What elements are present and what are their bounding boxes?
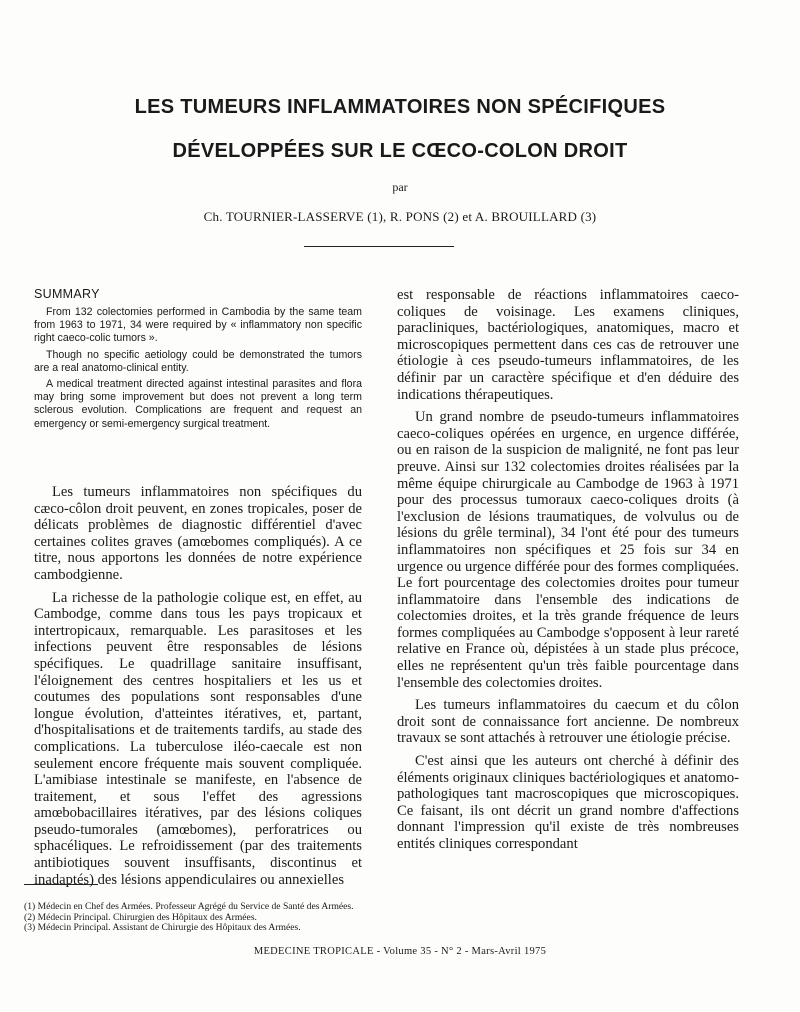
summary-block: [34, 306, 362, 434]
body-paragraph: Les tumeurs inflammatoires non spécifiques du cæco-côlon droit peuvent, en zones tropicales, poser de délicats problèmes de diagnostic différentiel d'avec certaines colites graves (amœbomes compliqués). A ce titre, nous apportons les données de notre expérience cambodgienne.: [34, 484, 362, 583]
body-paragraph: Un grand nombre de pseudo-tumeurs inflammatoires caeco-coliques opérées en urgence, en urgence différée, ou en raison de la suspicion de malignité, ne font pas leur preuve. Ainsi sur 132 colectomies droites réalisées par la même équipe chirurgicale au Cambodge de 1963 à 1971 pour des processus tumoraux caeco-coliques droits (à l'exclusion de lésions traumatiques, de volvulus ou de lésions du grêle terminal), 34 l'ont été pour des tumeurs inflammatoires non spécifiques et 25 fois sur 34 en urgence ou urgence différée pour des formes compliquées. Le fort pourcentage des colectomies droites pour tumeur inflammatoire dans l'ensemble des indications de colectomies droites, et la très grande fréquence de leurs formes compliquées au Cambodge s'opposent à leur rareté relative en France où, dépistées à un stade plus précoce, elles ne représentent qu'un très faible pourcentage dans l'ensemble des colectomies droites.: [397, 409, 739, 691]
title-line-2: DÉVELOPPÉES SUR LE CŒCO-COLON DROIT: [172, 140, 628, 162]
body-paragraph-continued: est responsable de réactions inflammatoires caeco-coliques de voisinage. Les examens cliniques, paracliniques, bactériologiques, anatomiques, macro et microscopiques permettent dans ces cas de retrouver une étiologie à ces pseudo-tumeurs inflammatoires, de les définir par un caractère spécifique et d'en déduire des indications thérapeutiques.: [397, 287, 739, 403]
summary-heading: SUMMARY: [34, 287, 100, 301]
footnotes: [24, 902, 624, 934]
byline-label: par: [392, 180, 408, 194]
left-column: [34, 484, 362, 894]
body-paragraph: La richesse de la pathologie colique est, en effet, au Cambodge, comme dans tous les pays tropicaux et intertropicaux, remarquable. Les parasitoses et les infections peuvent être responsables de lésions spécifiques. Le quadrillage sanitaire insuffisant, l'éloignement des centres hospitaliers et les us et coutumes des populations sont responsables d'une longue évolution, d'atteintes itératives, et, partant, d'hospitalisations et de traitements tardifs, au stade des complications. La tuberculose iléo-caecale est non seulement encore fréquente mais souvent compliquée. L'amibiase intestinale se manifeste, en l'absence de traitement, et sous l'effet des agressions amœbobacillaires itératives, par des lésions coliques pseudo-tumorales (amœbomes), perforatrices ou sphacéliques. Le refroidissement (par des traitements antibiotiques souvent insuffisants, discontinus et inadaptés) des lésions appendiculaires ou annexielles: [34, 589, 362, 888]
author-list: Ch. TOURNIER-LASSERVE (1), R. PONS (2) et A. BROUILLARD (3): [203, 209, 597, 224]
summary-paragraph: From 132 colectomies performed in Cambodia by the same team from 1963 to 1971, 34 were required by « inflammatory non specific right caeco-colic tumors ».: [34, 306, 362, 345]
right-column: [397, 287, 739, 859]
footnote: (2) Médecin Principal. Chirurgien des Hôpitaux des Armées.: [24, 911, 257, 923]
summary-paragraph: A medical treatment directed against intestinal parasites and flora may bring some improvement but does not prevent a long term sclerous evolution. Complications are frequent and request an emergency or semi-emergency surgical treatment.: [34, 378, 362, 430]
footnote-divider: [24, 884, 98, 885]
title-divider: [304, 246, 454, 247]
body-paragraph: Les tumeurs inflammatoires du caecum et du côlon droit sont de connaissance fort ancienne. De nombreux travaux se sont attachés à retrouver une étiologie précise.: [397, 697, 739, 747]
journal-footer: MEDECINE TROPICALE - Volume 35 - N° 2 - Mars-Avril 1975: [253, 946, 547, 957]
title-line-1: LES TUMEURS INFLAMMATOIRES NON SPÉCIFIQUES: [134, 96, 666, 118]
footnote: (1) Médecin en Chef des Armées. Professeur Agrégé du Service de Santé des Armées.: [24, 901, 354, 912]
summary-paragraph: Though no specific aetiology could be demonstrated the tumors are a real anatomo-clinical entity.: [34, 348, 362, 374]
footnote: (3) Médecin Principal. Assistant de Chirurgie des Hôpitaux des Armées.: [24, 922, 301, 934]
body-paragraph: C'est ainsi que les auteurs ont cherché à définir des éléments originaux cliniques bactériologiques et anatomo-pathologiques tant macroscopiques que microscopiques. Ce faisant, ils ont décrit un grand nombre d'affections donnant l'impression qu'il existe de très nombreuses entités cliniques correspondant: [397, 753, 739, 852]
